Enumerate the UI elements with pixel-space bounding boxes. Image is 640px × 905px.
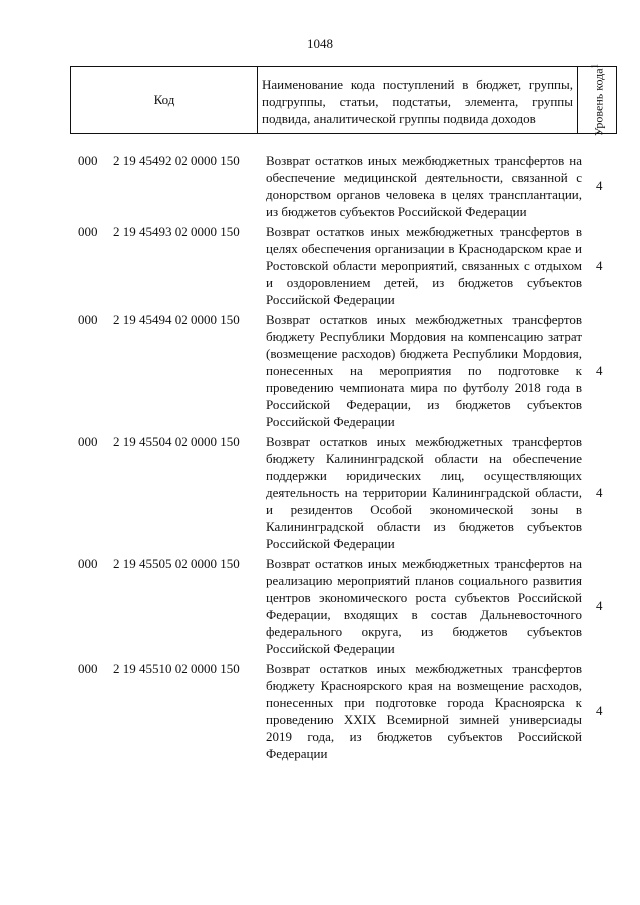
entry-row — [0, 555, 640, 657]
entry-name: Возврат остатков иных межбюджетных трансфертов бюджету Республики Мордовия на компенсацию затрат (возмещение расходов) бюджета Республики Мордовия, понесенных на мероприятия по подготовке к проведению чемпионата мира по футболу 2018 года в Российской Федерации, из бюджетов субъектов Российской Федерации — [266, 312, 582, 429]
entry-row — [0, 152, 640, 220]
entries-list — [0, 152, 640, 762]
entry-row — [0, 660, 640, 762]
header-level — [578, 63, 617, 137]
page-number: 1048 — [307, 36, 333, 51]
entry-level: 4 — [596, 598, 603, 613]
entry-name: Возврат остатков иных межбюджетных трансфертов на реализацию мероприятий планов социального развития центров экономического роста субъектов Российской Федерации, входящих в состав Дальневосточного федерального округа, из бюджетов субъектов Российской Федерации — [266, 556, 582, 656]
entry-code: 2 19 45494 02 0000 150 — [113, 312, 240, 327]
entry-admin-code: 000 — [78, 556, 98, 571]
entry-code: 2 19 45505 02 0000 150 — [113, 556, 240, 571]
header-level-text — [589, 64, 606, 136]
entry-level: 4 — [596, 703, 603, 718]
entry-name: Возврат остатков иных межбюджетных трансфертов в целях обеспечения организации в Краснодарском крае и Ростовской области мероприятий, связанных с отдыхом и оздоровлением детей, из бюджетов субъектов Российской Федерации — [266, 224, 582, 307]
entry-admin-code: 000 — [78, 661, 98, 676]
entry-row — [0, 311, 640, 430]
entry-code: 2 19 45492 02 0000 150 — [113, 153, 240, 168]
entry-name: Возврат остатков иных межбюджетных трансфертов на обеспечение медицинской деятельности, связанной с донорством органов человека в целях трансплантации, из бюджетов субъектов Российской Федерации — [266, 153, 582, 219]
entry-level: 4 — [596, 178, 603, 193]
entry-admin-code: 000 — [78, 434, 98, 449]
entry-code: 2 19 45510 02 0000 150 — [113, 661, 240, 676]
entry-row — [0, 223, 640, 308]
entry-admin-code: 000 — [78, 153, 98, 168]
entry-level: 4 — [596, 257, 603, 273]
entry-name: Возврат остатков иных межбюджетных трансфертов бюджету Красноярского края на возмещение расходов, понесенных при подготовке города Красноярска к проведению XXIX Всемирной зимней универсиады 2019 года, из бюджетов субъектов Российской Федерации — [266, 661, 582, 761]
entry-code: 2 19 45493 02 0000 150 — [113, 224, 240, 239]
entry-admin-code: 000 — [78, 224, 98, 239]
header-table — [70, 63, 617, 137]
header-name: Наименование кода поступлений в бюджет, группы, подгруппы, статьи, подстатьи, элемента, группы подвида, аналитической группы подвида доходов — [258, 67, 578, 134]
header-level-label: Уровень кода — [591, 68, 606, 137]
header-level-footnote: 1 — [589, 63, 600, 69]
entry-level: 4 — [596, 362, 603, 378]
header-code: Код — [71, 67, 258, 134]
entry-admin-code: 000 — [78, 312, 98, 327]
entry-row — [0, 433, 640, 552]
entry-level: 4 — [596, 484, 603, 500]
entry-name: Возврат остатков иных межбюджетных трансфертов бюджету Калининградской области на обеспечение поддержки юридических лиц, осуществляющих деятельность на территории Калининградской области, и резидентов Особой экономической зоны в Калининградской области из бюджетов субъектов Российской Федерации — [266, 434, 582, 551]
entry-code: 2 19 45504 02 0000 150 — [113, 434, 240, 449]
